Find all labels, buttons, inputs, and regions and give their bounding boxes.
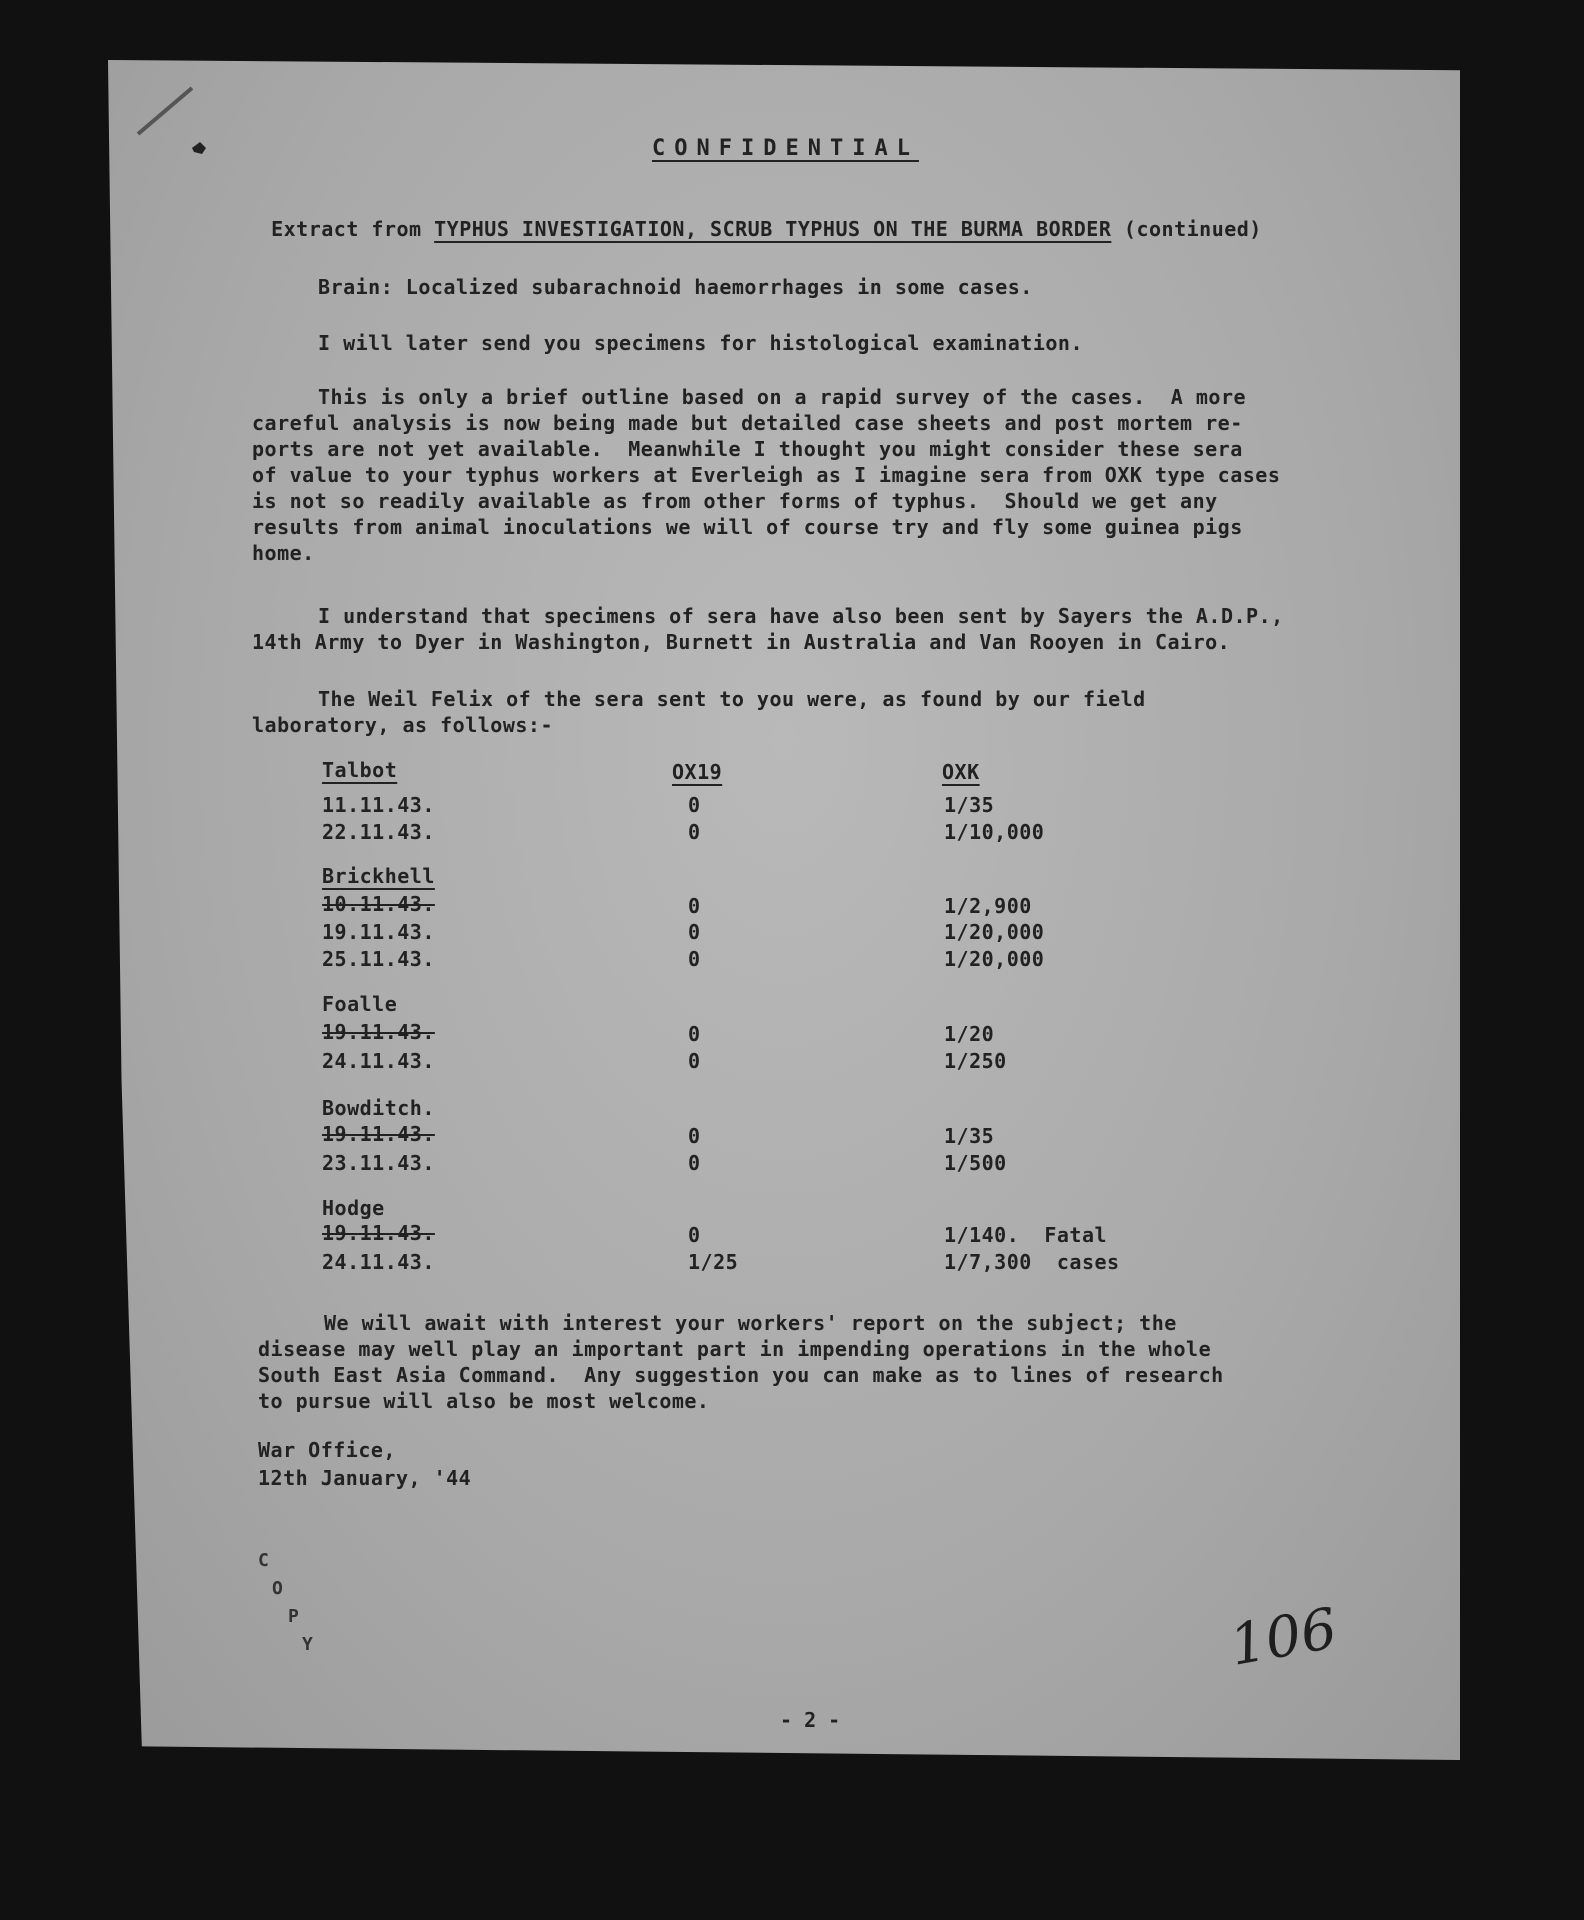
- patient-name: Brickhell: [322, 864, 435, 888]
- signature-date: 12th January, '44: [258, 1466, 472, 1490]
- oxk-value: 1/20,000: [944, 947, 1045, 971]
- paragraph-outline: This is only a brief outline based on a rapid survey of the cases. A more careful analysis is now being made but detailed case sheets and post mortem re- ports are not yet available. Meanwhile I thought you might consider these sera of value to your typhus workers at Everleigh as I imagine sera from OXK type cases is not so readily available as from other forms of typhus. Should we get any results from animal inoculations we will of course try and fly some guinea pigs home.: [252, 385, 1281, 565]
- test-date: 10.11.43.: [322, 892, 435, 916]
- copy-stamp-letter: Y: [302, 1634, 313, 1655]
- oxk-value: 1/2,900: [944, 894, 1032, 918]
- paragraph-brain: Brain: Localized subarachnoid haemorrhages in some cases.: [318, 275, 1033, 299]
- document-page: [108, 60, 1460, 1760]
- ox19-value: 0: [688, 1124, 701, 1148]
- patient-name: Bowditch.: [322, 1096, 435, 1120]
- test-date: 19.11.43.: [322, 1221, 435, 1245]
- ox19-value: 0: [688, 1223, 701, 1247]
- extract-line: [246, 193, 1262, 241]
- patient-name: Hodge: [322, 1196, 385, 1220]
- ox19-value: 0: [688, 920, 701, 944]
- oxk-value: 1/20,000: [944, 920, 1045, 944]
- test-date: 23.11.43.: [322, 1151, 435, 1175]
- ox19-value: 1/25: [688, 1250, 739, 1274]
- oxk-value: 1/35: [944, 1124, 995, 1148]
- test-date: 19.11.43.: [322, 1020, 435, 1044]
- closing-paragraph: We will await with interest your workers' report on the subject; the disease may well play an important part in impending operations in the whole South East Asia Command. Any suggestion you can make as to lines of research to pursue will also be most welcome.: [258, 1311, 1224, 1413]
- ox19-value: 0: [688, 793, 701, 817]
- paragraph-specimens: I will later send you specimens for histological examination.: [318, 331, 1084, 355]
- ox19-value: 0: [688, 1022, 701, 1046]
- oxk-value: 1/500: [944, 1151, 1007, 1175]
- paragraph-sayers: I understand that specimens of sera have also been sent by Sayers the A.D.P., 14th Army to Dyer in Washington, Burnett in Australia and Van Rooyen in Cairo.: [252, 604, 1284, 654]
- copy-stamp-letter: P: [288, 1606, 299, 1627]
- extract-title: TYPHUS INVESTIGATION, SCRUB TYPHUS ON THE BURMA BORDER: [434, 217, 1112, 241]
- ox19-value: 0: [688, 1151, 701, 1175]
- oxk-value: 1/35: [944, 793, 995, 817]
- confidential-heading: CONFIDENTIAL: [652, 136, 919, 161]
- test-date: 24.11.43.: [322, 1250, 435, 1274]
- ox19-value: 0: [688, 1049, 701, 1073]
- test-date: 11.11.43.: [322, 793, 435, 817]
- ox19-value: 0: [688, 820, 701, 844]
- copy-stamp-letter: C: [258, 1550, 269, 1571]
- page-number: - 2 -: [780, 1708, 841, 1732]
- test-date: 19.11.43.: [322, 920, 435, 944]
- oxk-value: 1/10,000: [944, 820, 1045, 844]
- oxk-value: 1/20: [944, 1022, 995, 1046]
- column-header-ox19: OX19: [672, 760, 723, 784]
- ox19-value: 0: [688, 894, 701, 918]
- oxk-value: 1/250: [944, 1049, 1007, 1073]
- column-header-oxk: OXK: [942, 760, 980, 784]
- paragraph-weil-felix: The Weil Felix of the sera sent to you were, as found by our field laboratory, as follows:-: [252, 687, 1146, 737]
- patient-name: Talbot: [322, 758, 398, 782]
- oxk-value: 1/140. Fatal: [944, 1223, 1108, 1247]
- signature-office: War Office,: [258, 1438, 396, 1462]
- test-date: 25.11.43.: [322, 947, 435, 971]
- handwritten-folio-number: 106: [1225, 1596, 1342, 1679]
- test-date: 19.11.43.: [322, 1122, 435, 1146]
- patient-name: Foalle: [322, 992, 398, 1016]
- test-date: 24.11.43.: [322, 1049, 435, 1073]
- extract-suffix: (continued): [1111, 217, 1262, 241]
- extract-prefix: Extract from: [271, 217, 435, 241]
- binder-hole-mark: [130, 78, 210, 168]
- oxk-value: 1/7,300 cases: [944, 1250, 1120, 1274]
- copy-stamp-letter: O: [272, 1578, 283, 1599]
- ox19-value: 0: [688, 947, 701, 971]
- test-date: 22.11.43.: [322, 820, 435, 844]
